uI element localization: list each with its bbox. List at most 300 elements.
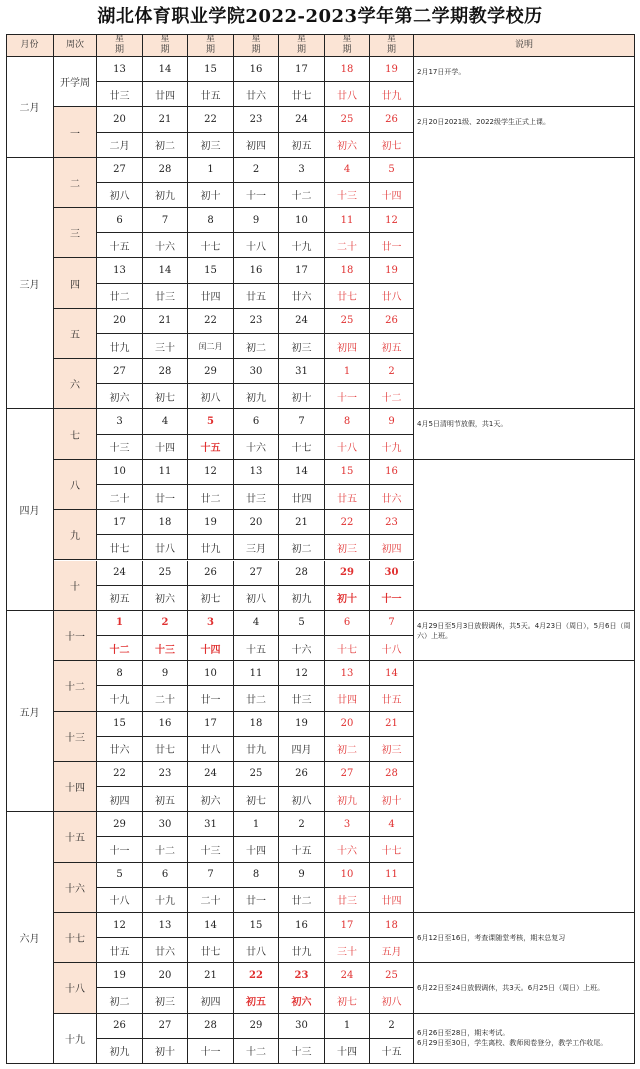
date-cell: 6	[97, 208, 143, 233]
date-cell: 3	[188, 611, 234, 636]
date-cell: 21	[279, 510, 325, 535]
lunar-date-cell: 廿三	[143, 284, 188, 309]
week-label: 十九	[54, 1014, 97, 1064]
date-cell: 20	[143, 963, 188, 988]
date-cell: 23	[370, 510, 414, 535]
date-cell: 15	[188, 57, 234, 82]
week-label: 九	[54, 510, 97, 560]
week-label: 十三	[54, 712, 97, 762]
lunar-date-cell: 十一	[325, 384, 370, 409]
lunar-date-cell: 十九	[143, 888, 188, 913]
lunar-date-cell: 十三	[188, 837, 234, 862]
date-cell: 24	[279, 309, 325, 334]
lunar-date-cell: 十八	[97, 888, 143, 913]
date-cell: 29	[97, 812, 143, 837]
header-month: 月份	[6, 34, 54, 57]
week-label: 五	[54, 309, 97, 359]
date-cell: 6	[234, 409, 279, 434]
date-cell: 2	[279, 812, 325, 837]
lunar-date-cell: 初六	[188, 787, 234, 812]
date-cell: 21	[188, 963, 234, 988]
lunar-date-cell: 初三	[143, 988, 188, 1013]
date-cell: 4	[325, 158, 370, 183]
lunar-date-cell: 十五	[279, 837, 325, 862]
lunar-date-cell: 十六	[234, 435, 279, 460]
lunar-date-cell: 初十	[143, 1039, 188, 1064]
date-cell: 14	[143, 57, 188, 82]
date-cell: 18	[143, 510, 188, 535]
date-cell: 2	[370, 359, 414, 384]
lunar-date-cell: 十四	[325, 1039, 370, 1064]
date-cell: 27	[97, 158, 143, 183]
lunar-date-cell: 廿二	[97, 284, 143, 309]
calendar-table	[6, 34, 635, 1064]
lunar-date-cell: 廿四	[188, 284, 234, 309]
lunar-date-cell: 廿九	[279, 938, 325, 963]
lunar-date-cell: 十一	[188, 1039, 234, 1064]
week-label: 十八	[54, 963, 97, 1013]
date-cell: 30	[370, 561, 414, 586]
date-cell: 24	[97, 561, 143, 586]
page-title: 湖北体育职业学院2022-2023学年第二学期教学校历	[97, 6, 543, 27]
lunar-date-cell: 初二	[325, 737, 370, 762]
date-cell: 12	[370, 208, 414, 233]
note-cell: 6月22日至24日放假调休，共3天。6月25日（周日）上班。	[414, 963, 635, 1013]
lunar-date-cell: 十七	[370, 837, 414, 862]
date-cell: 13	[143, 913, 188, 938]
lunar-date-cell: 初五	[234, 988, 279, 1013]
date-cell: 24	[188, 762, 234, 787]
lunar-date-cell: 廿八	[370, 284, 414, 309]
week-label: 七	[54, 409, 97, 459]
lunar-date-cell: 十七	[279, 435, 325, 460]
date-cell: 15	[325, 460, 370, 485]
lunar-date-cell: 初八	[234, 586, 279, 611]
note-cell: 2月17日开学。	[414, 57, 635, 107]
lunar-date-cell: 廿六	[370, 485, 414, 510]
date-cell: 4	[143, 409, 188, 434]
date-cell: 18	[325, 57, 370, 82]
lunar-date-cell: 初四	[234, 133, 279, 158]
lunar-date-cell: 十二	[370, 384, 414, 409]
lunar-date-cell: 廿七	[279, 82, 325, 107]
week-label: 开学周	[54, 57, 97, 107]
lunar-date-cell: 初七	[188, 586, 234, 611]
date-cell: 26	[370, 107, 414, 132]
lunar-date-cell: 初七	[325, 988, 370, 1013]
lunar-date-cell: 十四	[143, 435, 188, 460]
note-cell-empty	[414, 661, 635, 913]
date-cell: 26	[279, 762, 325, 787]
date-cell: 12	[97, 913, 143, 938]
lunar-date-cell: 十五	[188, 435, 234, 460]
lunar-date-cell: 初八	[370, 988, 414, 1013]
lunar-date-cell: 初五	[279, 133, 325, 158]
lunar-date-cell: 初五	[97, 586, 143, 611]
lunar-date-cell: 十八	[325, 435, 370, 460]
date-cell: 10	[325, 863, 370, 888]
date-cell: 30	[234, 359, 279, 384]
date-cell: 8	[97, 661, 143, 686]
lunar-date-cell: 初三	[279, 334, 325, 359]
date-cell: 19	[188, 510, 234, 535]
date-cell: 31	[279, 359, 325, 384]
lunar-date-cell: 初三	[325, 535, 370, 560]
date-cell: 27	[325, 762, 370, 787]
date-cell: 8	[234, 863, 279, 888]
header-weekday: 星 期	[143, 34, 188, 57]
lunar-date-cell: 十一	[97, 837, 143, 862]
week-label: 十一	[54, 611, 97, 661]
lunar-date-cell: 十一	[234, 183, 279, 208]
date-cell: 24	[279, 107, 325, 132]
date-cell: 6	[143, 863, 188, 888]
date-cell: 19	[279, 712, 325, 737]
lunar-date-cell: 廿三	[325, 888, 370, 913]
date-cell: 10	[279, 208, 325, 233]
lunar-date-cell: 十九	[279, 233, 325, 258]
week-label: 十四	[54, 762, 97, 812]
lunar-date-cell: 十二	[279, 183, 325, 208]
lunar-date-cell: 廿五	[325, 485, 370, 510]
week-label: 十六	[54, 863, 97, 913]
lunar-date-cell: 廿九	[188, 535, 234, 560]
date-cell: 19	[370, 258, 414, 283]
date-cell: 14	[279, 460, 325, 485]
date-cell: 11	[370, 863, 414, 888]
lunar-date-cell: 三月	[234, 535, 279, 560]
lunar-date-cell: 三十	[143, 334, 188, 359]
week-label: 二	[54, 158, 97, 208]
date-cell: 23	[234, 309, 279, 334]
lunar-date-cell: 初四	[370, 535, 414, 560]
lunar-date-cell: 初二	[97, 988, 143, 1013]
date-cell: 22	[234, 963, 279, 988]
date-cell: 28	[143, 158, 188, 183]
lunar-date-cell: 廿五	[370, 686, 414, 711]
date-cell: 31	[188, 812, 234, 837]
month-cell: 六月	[6, 812, 54, 1064]
lunar-date-cell: 初九	[143, 183, 188, 208]
lunar-date-cell: 初二	[279, 535, 325, 560]
lunar-date-cell: 廿八	[188, 737, 234, 762]
date-cell: 14	[188, 913, 234, 938]
lunar-date-cell: 初六	[97, 384, 143, 409]
month-cell: 五月	[6, 611, 54, 812]
date-cell: 23	[234, 107, 279, 132]
lunar-date-cell: 初六	[279, 988, 325, 1013]
date-cell: 18	[325, 258, 370, 283]
date-cell: 20	[325, 712, 370, 737]
date-cell: 26	[370, 309, 414, 334]
lunar-date-cell: 初九	[279, 586, 325, 611]
lunar-date-cell: 廿八	[234, 938, 279, 963]
note-cell: 6月26日至28日，期末考试。 6月29日至30日，学生离校、教师阅卷登分，教学工作收尾。	[414, 1014, 635, 1064]
date-cell: 1	[325, 359, 370, 384]
week-label: 三	[54, 208, 97, 258]
date-cell: 28	[370, 762, 414, 787]
date-cell: 16	[234, 57, 279, 82]
header-weekday: 星 期	[234, 34, 279, 57]
date-cell: 7	[370, 611, 414, 636]
lunar-date-cell: 初六	[143, 586, 188, 611]
lunar-date-cell: 十三	[97, 435, 143, 460]
date-cell: 7	[188, 863, 234, 888]
date-cell: 25	[325, 309, 370, 334]
date-cell: 28	[188, 1014, 234, 1039]
date-cell: 5	[279, 611, 325, 636]
lunar-date-cell: 初五	[370, 334, 414, 359]
month-cell: 三月	[6, 158, 54, 410]
lunar-date-cell: 二十	[143, 686, 188, 711]
lunar-date-cell: 廿九	[370, 82, 414, 107]
date-cell: 22	[97, 762, 143, 787]
lunar-date-cell: 廿七	[97, 535, 143, 560]
week-label: 十五	[54, 812, 97, 862]
date-cell: 25	[143, 561, 188, 586]
note-cell-empty	[414, 460, 635, 611]
date-cell: 22	[188, 107, 234, 132]
date-cell: 19	[97, 963, 143, 988]
date-cell: 10	[188, 661, 234, 686]
date-cell: 18	[234, 712, 279, 737]
date-cell: 16	[370, 460, 414, 485]
date-cell: 17	[325, 913, 370, 938]
lunar-date-cell: 廿六	[279, 284, 325, 309]
lunar-date-cell: 廿二	[188, 485, 234, 510]
note-cell: 6月12日至16日，考查课随堂考核，期末总复习	[414, 913, 635, 963]
date-cell: 25	[370, 963, 414, 988]
lunar-date-cell: 廿二	[279, 888, 325, 913]
date-cell: 1	[325, 1014, 370, 1039]
date-cell: 6	[325, 611, 370, 636]
date-cell: 29	[234, 1014, 279, 1039]
date-cell: 3	[97, 409, 143, 434]
week-label: 一	[54, 107, 97, 157]
date-cell: 11	[143, 460, 188, 485]
lunar-date-cell: 初八	[279, 787, 325, 812]
lunar-date-cell: 初七	[143, 384, 188, 409]
date-cell: 4	[234, 611, 279, 636]
lunar-date-cell: 二十	[97, 485, 143, 510]
date-cell: 16	[234, 258, 279, 283]
lunar-date-cell: 十七	[188, 233, 234, 258]
date-cell: 11	[234, 661, 279, 686]
date-cell: 7	[279, 409, 325, 434]
lunar-date-cell: 十一	[370, 586, 414, 611]
date-cell: 11	[325, 208, 370, 233]
date-cell: 9	[234, 208, 279, 233]
lunar-date-cell: 廿七	[325, 284, 370, 309]
header-weekday: 星 期	[188, 34, 234, 57]
date-cell: 20	[97, 107, 143, 132]
header-weekday: 星 期	[279, 34, 325, 57]
lunar-date-cell: 二十	[188, 888, 234, 913]
date-cell: 20	[97, 309, 143, 334]
lunar-date-cell: 初七	[234, 787, 279, 812]
date-cell: 30	[279, 1014, 325, 1039]
lunar-date-cell: 廿九	[97, 334, 143, 359]
date-cell: 9	[143, 661, 188, 686]
lunar-date-cell: 初四	[325, 334, 370, 359]
week-label: 十	[54, 561, 97, 611]
lunar-date-cell: 十二	[143, 837, 188, 862]
lunar-date-cell: 二月	[97, 133, 143, 158]
date-cell: 14	[143, 258, 188, 283]
lunar-date-cell: 廿二	[234, 686, 279, 711]
lunar-date-cell: 初十	[325, 586, 370, 611]
date-cell: 8	[325, 409, 370, 434]
lunar-date-cell: 初九	[97, 1039, 143, 1064]
note-cell-empty	[414, 158, 635, 410]
lunar-date-cell: 十三	[143, 636, 188, 661]
date-cell: 17	[188, 712, 234, 737]
date-cell: 19	[370, 57, 414, 82]
date-cell: 10	[97, 460, 143, 485]
lunar-date-cell: 十九	[97, 686, 143, 711]
lunar-date-cell: 二十	[325, 233, 370, 258]
lunar-date-cell: 廿九	[234, 737, 279, 762]
lunar-date-cell: 廿五	[97, 938, 143, 963]
note-cell: 4月29日至5月3日放假调休，共5天。4月23日（周日），5月6日（周六）上班。	[414, 611, 635, 661]
lunar-date-cell: 五月	[370, 938, 414, 963]
lunar-date-cell: 初九	[325, 787, 370, 812]
lunar-date-cell: 初十	[188, 183, 234, 208]
lunar-date-cell: 廿五	[188, 82, 234, 107]
date-cell: 25	[325, 107, 370, 132]
month-cell: 四月	[6, 409, 54, 610]
lunar-date-cell: 初七	[370, 133, 414, 158]
lunar-date-cell: 十五	[234, 636, 279, 661]
lunar-date-cell: 初八	[188, 384, 234, 409]
note-cell: 4月5日清明节放假，共1天。	[414, 409, 635, 459]
lunar-date-cell: 初三	[188, 133, 234, 158]
lunar-date-cell: 初二	[234, 334, 279, 359]
lunar-date-cell: 十三	[325, 183, 370, 208]
lunar-date-cell: 廿六	[97, 737, 143, 762]
date-cell: 2	[143, 611, 188, 636]
date-cell: 22	[325, 510, 370, 535]
lunar-date-cell: 十二	[97, 636, 143, 661]
date-cell: 28	[143, 359, 188, 384]
date-cell: 2	[234, 158, 279, 183]
date-cell: 15	[234, 913, 279, 938]
lunar-date-cell: 廿七	[143, 737, 188, 762]
lunar-date-cell: 四月	[279, 737, 325, 762]
lunar-date-cell: 十九	[370, 435, 414, 460]
date-cell: 12	[188, 460, 234, 485]
week-label: 十二	[54, 661, 97, 711]
date-cell: 24	[325, 963, 370, 988]
date-cell: 5	[370, 158, 414, 183]
week-label: 四	[54, 258, 97, 308]
date-cell: 18	[370, 913, 414, 938]
week-label: 八	[54, 460, 97, 510]
date-cell: 3	[325, 812, 370, 837]
week-label: 六	[54, 359, 97, 409]
date-cell: 30	[143, 812, 188, 837]
date-cell: 15	[188, 258, 234, 283]
date-cell: 28	[279, 561, 325, 586]
date-cell: 5	[97, 863, 143, 888]
lunar-date-cell: 初三	[370, 737, 414, 762]
date-cell: 23	[143, 762, 188, 787]
date-cell: 15	[97, 712, 143, 737]
date-cell: 16	[143, 712, 188, 737]
lunar-date-cell: 廿四	[325, 686, 370, 711]
date-cell: 1	[97, 611, 143, 636]
lunar-date-cell: 十六	[279, 636, 325, 661]
date-cell: 29	[188, 359, 234, 384]
lunar-date-cell: 十五	[97, 233, 143, 258]
header-weekday: 星 期	[370, 34, 414, 57]
date-cell: 9	[279, 863, 325, 888]
lunar-date-cell: 廿八	[325, 82, 370, 107]
lunar-date-cell: 十四	[370, 183, 414, 208]
lunar-date-cell: 廿四	[143, 82, 188, 107]
lunar-date-cell: 初十	[370, 787, 414, 812]
lunar-date-cell: 初四	[97, 787, 143, 812]
header-week: 周次	[54, 34, 97, 57]
lunar-date-cell: 十四	[234, 837, 279, 862]
lunar-date-cell: 十八	[234, 233, 279, 258]
date-cell: 17	[279, 258, 325, 283]
date-cell: 5	[188, 409, 234, 434]
date-cell: 21	[143, 309, 188, 334]
lunar-date-cell: 廿三	[279, 686, 325, 711]
lunar-date-cell: 廿七	[188, 938, 234, 963]
lunar-date-cell: 廿三	[97, 82, 143, 107]
date-cell: 8	[188, 208, 234, 233]
date-cell: 26	[97, 1014, 143, 1039]
header-weekday: 星 期	[97, 34, 143, 57]
date-cell: 17	[279, 57, 325, 82]
note-cell: 2月20日2021级、2022级学生正式上课。	[414, 107, 635, 157]
month-cell: 二月	[6, 57, 54, 158]
lunar-date-cell: 廿一	[234, 888, 279, 913]
header-weekday: 星 期	[325, 34, 370, 57]
lunar-date-cell: 廿六	[143, 938, 188, 963]
date-cell: 20	[234, 510, 279, 535]
lunar-date-cell: 十六	[143, 233, 188, 258]
date-cell: 27	[234, 561, 279, 586]
lunar-date-cell: 廿四	[370, 888, 414, 913]
lunar-date-cell: 初二	[143, 133, 188, 158]
lunar-date-cell: 十六	[325, 837, 370, 862]
date-cell: 26	[188, 561, 234, 586]
date-cell: 27	[143, 1014, 188, 1039]
lunar-date-cell: 十二	[234, 1039, 279, 1064]
date-cell: 22	[188, 309, 234, 334]
date-cell: 29	[325, 561, 370, 586]
lunar-date-cell: 廿三	[234, 485, 279, 510]
date-cell: 13	[325, 661, 370, 686]
date-cell: 3	[279, 158, 325, 183]
date-cell: 13	[97, 57, 143, 82]
lunar-date-cell: 廿一	[370, 233, 414, 258]
lunar-date-cell: 廿一	[143, 485, 188, 510]
lunar-date-cell: 初五	[143, 787, 188, 812]
lunar-date-cell: 初九	[234, 384, 279, 409]
date-cell: 9	[370, 409, 414, 434]
lunar-date-cell: 初四	[188, 988, 234, 1013]
lunar-date-cell: 闰二月	[188, 334, 234, 359]
date-cell: 21	[143, 107, 188, 132]
lunar-date-cell: 十四	[188, 636, 234, 661]
lunar-date-cell: 十五	[370, 1039, 414, 1064]
date-cell: 7	[143, 208, 188, 233]
lunar-date-cell: 廿八	[143, 535, 188, 560]
